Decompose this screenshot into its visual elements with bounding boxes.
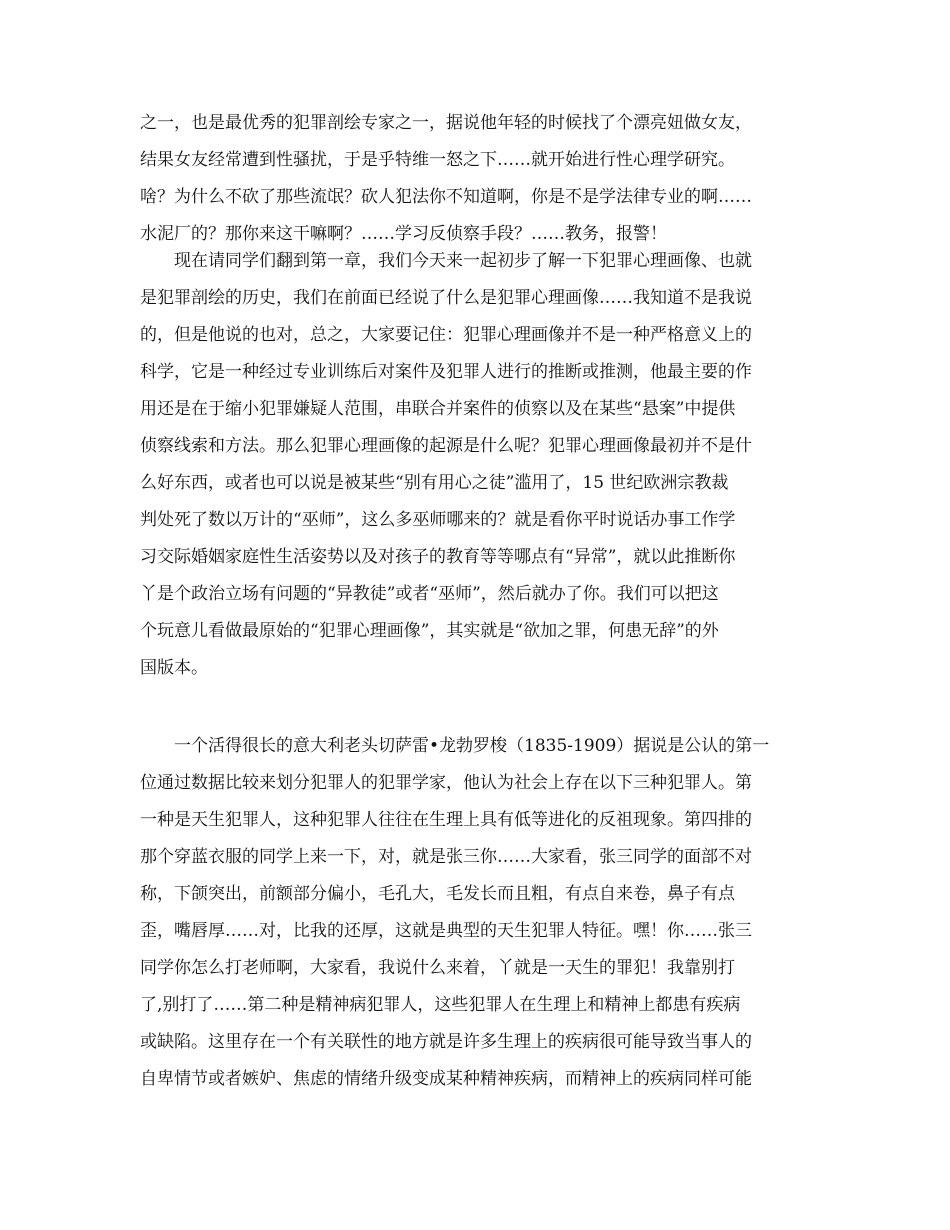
paragraph-3-line-9: 或缺陷。这里存在一个有关联性的地方就是许多生理上的疾病很可能导致当事人的 [140, 1032, 752, 1052]
paragraph-2-line-7: 么好东西，或者也可以说是被某些“别有用心之徒”滥用了，15 世纪欧洲宗教裁 [140, 473, 729, 493]
paragraph-1-line-1: 之一，也是最优秀的犯罪剖绘专家之一，据说他年轻的时候找了个漂亮妞做女友， [140, 113, 752, 133]
paragraph-2-line-1: 现在请同学们翻到第一章，我们今天来一起初步了解一下犯罪心理画像、也就 [174, 251, 752, 271]
paragraph-2-line-9: 习交际婚姻家庭性生活姿势以及对孩子的教育等等哪点有“异常”，就以此推断你 [140, 547, 736, 567]
paragraph-3-line-1: 一个活得很长的意大利老头切萨雷•龙勃罗梭（1835-1909）据说是公认的第一 [174, 736, 770, 756]
paragraph-2-line-11: 个玩意儿看做最原始的“犯罪心理画像”，其实就是“欲加之罪，何患无辞”的外 [140, 621, 719, 641]
paragraph-2-line-8: 判处死了数以万计的“巫师”，这么多巫师哪来的？就是看你平时说话办事工作学 [140, 510, 736, 530]
paragraph-3-line-4: 那个穿蓝衣服的同学上来一下，对，就是张三你……大家看，张三同学的面部不对 [140, 847, 752, 867]
paragraph-1-line-2: 结果女友经常遭到性骚扰，于是乎特维一怒之下……就开始进行性心理学研究。 [140, 150, 735, 170]
paragraph-3-line-6: 歪，嘴唇厚……对，比我的还厚，这就是典型的天生犯罪人特征。嘿！你……张三 [140, 921, 752, 941]
paragraph-3-line-10: 自卑情节或者嫉妒、焦虑的情绪升级变成某种精神疾病，而精神上的疾病同样可能 [140, 1069, 752, 1089]
paragraph-2-line-4: 科学，它是一种经过专业训练后对案件及犯罪人进行的推断或推测，他最主要的作 [140, 362, 752, 382]
paragraph-3-line-5: 称，下颌突出，前额部分偏小，毛孔大，毛发长而且粗，有点自来卷，鼻子有点 [140, 884, 735, 904]
paragraph-2-line-12: 国版本。 [140, 658, 208, 678]
paragraph-3-line-3: 一种是天生犯罪人，这种犯罪人往往在生理上具有低等进化的反祖现象。第四排的 [140, 810, 752, 830]
paragraph-2-line-10: 丫是个政治立场有问题的“异教徒”或者“巫师”，然后就办了你。我们可以把这 [140, 584, 719, 604]
paragraph-1-line-3: 啥？为什么不砍了那些流氓？砍人犯法你不知道啊，你是不是学法律专业的啊…… [140, 187, 752, 207]
paragraph-2-line-6: 侦察线索和方法。那么犯罪心理画像的起源是什么呢？犯罪心理画像最初并不是什 [140, 436, 752, 456]
paragraph-2-line-2: 是犯罪剖绘的历史，我们在前面已经说了什么是犯罪心理画像……我知道不是我说 [140, 288, 752, 308]
paragraph-2-line-3: 的，但是他说的也对，总之，大家要记住：犯罪心理画像并不是一种严格意义上的 [140, 325, 752, 345]
paragraph-3-line-7: 同学你怎么打老师啊，大家看，我说什么来着，丫就是一天生的罪犯！我靠别打 [140, 958, 735, 978]
paragraph-1-line-4: 水泥厂的？那你来这干嘛啊？……学习反侦察手段？……教务，报警！ [140, 224, 667, 244]
paragraph-2-line-5: 用还是在于缩小犯罪嫌疑人范围，串联合并案件的侦察以及在某些“悬案”中提供 [140, 399, 736, 419]
paragraph-3-line-8: 了,别打了……第二种是精神病犯罪人，这些犯罪人在生理上和精神上都患有疾病 [140, 995, 741, 1015]
paragraph-3-line-2: 位通过数据比较来划分犯罪人的犯罪学家，他认为社会上存在以下三种犯罪人。第 [140, 773, 752, 793]
